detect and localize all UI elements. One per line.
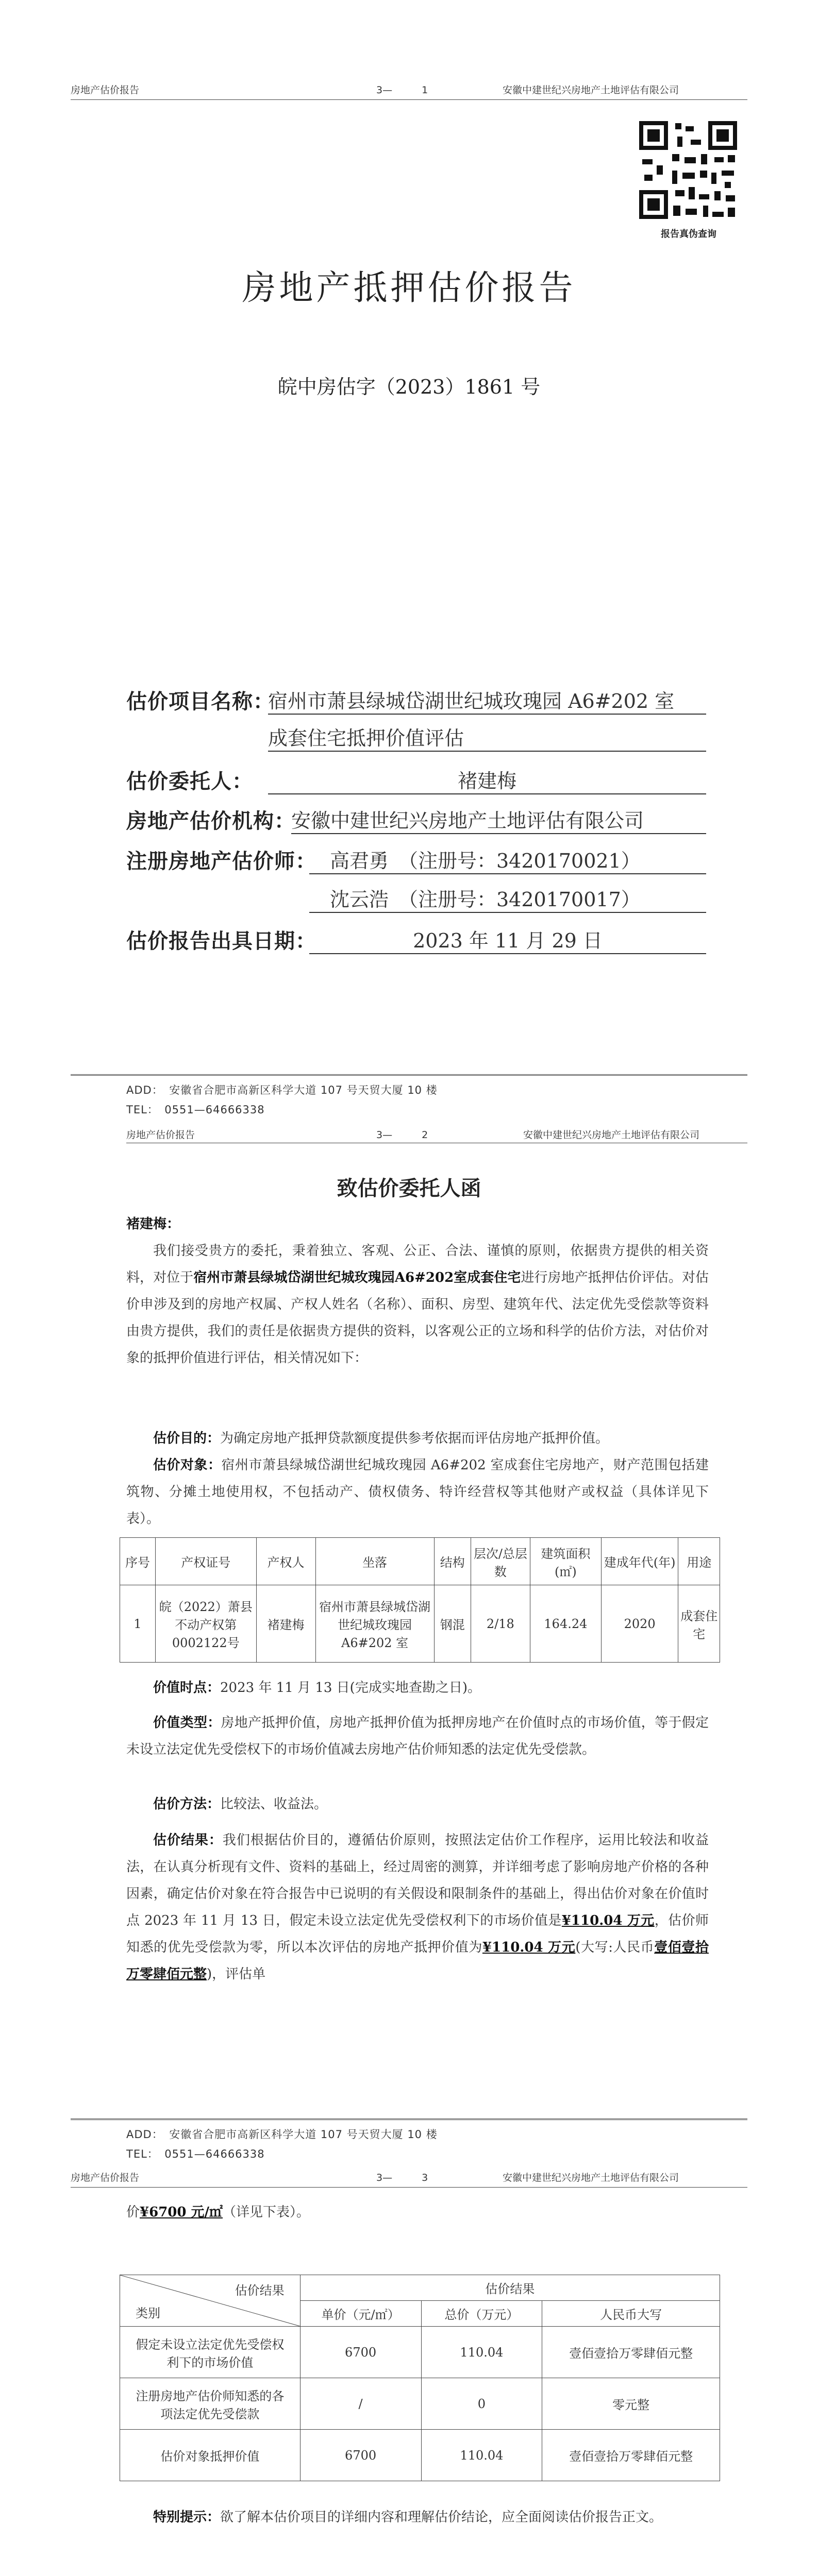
footer-address: ADD： 安徽省合肥市高新区科学大道 107 号天贸大厦 10 楼 bbox=[126, 1084, 438, 1096]
valuation-result-table bbox=[120, 2275, 720, 2481]
letter-title: 致估价委托人函 bbox=[337, 1176, 481, 1200]
table-cell: 2020 bbox=[601, 1585, 678, 1663]
property-table bbox=[120, 1537, 720, 1663]
result-paragraph: 估价结果：我们根据估价目的，遵循估价原则，按照法定估价工作程序，运用比较法和收益法，在认真分析现有文件、资料的基础上，经过周密的测算，并详细考虑了影响房地产价格的各种因素，确定估价对象在符合报告中已说明的有关假设和限制条件的基础上，得出估价对象在价值时点 2023 年 11 月 13 日，假定未设立法定优先受偿权利下的市场价值是¥110.04 万元，估价师知悉的优先受偿款为零，所以本次评估的房地产抵押价值为¥110.04 万元(大写:人民币壹佰壹拾万零肆佰元整)，评估单 bbox=[126, 1833, 709, 1982]
table-cell: 110.04 bbox=[421, 2327, 542, 2378]
client-value: 褚建梅 bbox=[457, 770, 516, 792]
client-label: 估价委托人： bbox=[126, 769, 253, 793]
footer-rule bbox=[71, 2119, 747, 2120]
table-header-cell: 建成年代(年) bbox=[601, 1538, 678, 1585]
corner-label-bottom: 类别 bbox=[136, 2306, 160, 2320]
table-cell: 164.24 bbox=[530, 1585, 601, 1663]
table-header-row bbox=[120, 1538, 720, 1585]
table-cell: / bbox=[300, 2378, 421, 2430]
table-header-cell: 坐落 bbox=[315, 1538, 434, 1585]
page-header-right: 安徽中建世纪兴房地产土地评估有限公司 bbox=[503, 2172, 679, 2183]
table-cell: 假定未设立法定优先受偿权利下的市场价值 bbox=[120, 2327, 301, 2378]
table-cell: 110.04 bbox=[421, 2430, 542, 2481]
special-notice-paragraph: 特别提示：欲了解本估价项目的详细内容和理解估价结论，应全面阅读估价报告正文。 bbox=[153, 2510, 663, 2525]
letter-greeting: 褚建梅： bbox=[126, 1216, 180, 1232]
appraiser-2: 沈云浩 （注册号：3420170017） bbox=[330, 888, 641, 911]
qr-code-icon[interactable] bbox=[639, 121, 737, 219]
appraiser-label: 注册房地产估价师： bbox=[126, 849, 316, 873]
table-cell: 估价对象抵押价值 bbox=[120, 2430, 301, 2481]
table-cell: 壹佰壹拾万零肆佰元整 bbox=[542, 2430, 720, 2481]
table-row bbox=[120, 1585, 720, 1663]
value-date-paragraph: 价值时点：2023 年 11 月 13 日(完成实地查勘之日)。 bbox=[153, 1680, 481, 1696]
appraisal-org-label: 房地产估价机构： bbox=[126, 809, 295, 833]
table-cell: 褚建梅 bbox=[256, 1585, 315, 1663]
page-header-number: 3— 3 bbox=[376, 2172, 428, 2183]
table-header-cell: 总价（万元） bbox=[421, 2301, 542, 2327]
table-cell: 皖（2022）萧县不动产权第0002122号 bbox=[156, 1585, 257, 1663]
table-header-cell: 产权证号 bbox=[156, 1538, 257, 1585]
table-cell: 成套住宅 bbox=[678, 1585, 720, 1663]
letter-intro-paragraph: 我们接受贵方的委托，秉着独立、客观、公正、合法、谨慎的原则，依据贵方提供的相关资料，对位于宿州市萧县绿城岱湖世纪城玫瑰园A6#202室成套住宅进行房地产抵押估价评估。对估价申涉及到的房地产权属、产权人姓名（名称）、面积、房型、建筑年代、法定优先受偿款等资料由贵方提供，我们的责任是依据贵方提供的资料，以客观公正的立场和科学的估价方法，对估价对象的抵押价值进行评估，相关情况如下： bbox=[126, 1243, 709, 1366]
purpose-paragraph: 估价目的：为确定房地产抵押贷款额度提供参考依据而评估房地产抵押价值。 bbox=[153, 1431, 609, 1446]
table-cell: 2/18 bbox=[471, 1585, 530, 1663]
object-paragraph: 估价对象：宿州市萧县绿城岱湖世纪城玫瑰园 A6#202 室成套住宅房地产，财产范围包括建筑物、分摊土地使用权，不包括动产、债权债务、特许经营权等其他财产或权益（具体详见下表）。 bbox=[126, 1458, 709, 1527]
table-cell: 注册房地产估价师知悉的各项法定优先受偿款 bbox=[120, 2378, 301, 2430]
page-header-right: 安徽中建世纪兴房地产土地评估有限公司 bbox=[523, 1129, 700, 1141]
table-header-cell: 人民币大写 bbox=[542, 2301, 720, 2327]
unit-price-line: 价¥6700 元/㎡（详见下表）。 bbox=[126, 2205, 310, 2220]
table-group-header: 估价结果 bbox=[300, 2275, 720, 2301]
table-cell: 壹佰壹拾万零肆佰元整 bbox=[542, 2327, 720, 2378]
footer-address: ADD： 安徽省合肥市高新区科学大道 107 号天贸大厦 10 楼 bbox=[126, 2128, 438, 2141]
footer-phone: TEL： 0551—64666338 bbox=[126, 1104, 265, 1116]
report-date-value: 2023 年 11 月 29 日 bbox=[413, 929, 603, 952]
table-row bbox=[120, 2430, 720, 2481]
header-rule bbox=[71, 99, 747, 100]
table-corner-cell bbox=[120, 2275, 301, 2327]
table-cell: 1 bbox=[120, 1585, 156, 1663]
footer-rule bbox=[71, 1074, 747, 1076]
footer-phone: TEL： 0551—64666338 bbox=[126, 2148, 265, 2160]
page-header-left: 房地产估价报告 bbox=[71, 84, 140, 96]
table-header-cell: 单价（元/㎡） bbox=[300, 2301, 421, 2327]
page-header-right: 安徽中建世纪兴房地产土地评估有限公司 bbox=[503, 84, 679, 96]
table-header-cell: 产权人 bbox=[256, 1538, 315, 1585]
project-name-label: 估价项目名称： bbox=[126, 689, 274, 714]
table-row bbox=[120, 2378, 720, 2430]
table-header-cell: 层次/总层数 bbox=[471, 1538, 530, 1585]
report-date-label: 估价报告出具日期： bbox=[126, 929, 316, 953]
table-cell: 6700 bbox=[300, 2327, 421, 2378]
table-header-cell: 用途 bbox=[678, 1538, 720, 1585]
table-cell: 宿州市萧县绿城岱湖世纪城玫瑰园 A6#202 室 bbox=[315, 1585, 434, 1663]
value-type-paragraph: 价值类型：房地产抵押价值，房地产抵押价值为抵押房地产在价值时点的市场价值，等于假定未设立法定优先受偿权下的市场价值减去房地产估价师知悉的法定优先受偿款。 bbox=[126, 1715, 709, 1757]
table-cell: 6700 bbox=[300, 2430, 421, 2481]
qr-caption: 报告真伪查询 bbox=[661, 229, 716, 240]
project-name-value-line1: 宿州市萧县绿城岱湖世纪城玫瑰园 A6#202 室 bbox=[268, 690, 675, 713]
page-header-left: 房地产估价报告 bbox=[71, 2172, 140, 2183]
method-paragraph: 估价方法：比较法、收益法。 bbox=[153, 1797, 328, 1812]
page-header-number: 3— 1 bbox=[376, 84, 428, 96]
appraisal-org-value: 安徽中建世纪兴房地产土地评估有限公司 bbox=[291, 809, 644, 832]
appraiser-1: 高君勇 （注册号：3420170021） bbox=[330, 850, 641, 872]
document-number: 皖中房估字（2023）1861 号 bbox=[277, 376, 541, 398]
table-header-cell: 建筑面积(㎡) bbox=[530, 1538, 601, 1585]
report-title: 房地产抵押估价报告 bbox=[242, 268, 576, 308]
table-header-row bbox=[120, 2275, 720, 2301]
table-cell: 零元整 bbox=[542, 2378, 720, 2430]
corner-label-top: 估价结果 bbox=[235, 2283, 285, 2298]
table-cell: 0 bbox=[421, 2378, 542, 2430]
header-rule bbox=[71, 2187, 747, 2188]
table-header-cell: 序号 bbox=[120, 1538, 156, 1585]
project-name-value-line2: 成套住宅抵押价值评估 bbox=[268, 727, 464, 750]
table-cell: 钢混 bbox=[434, 1585, 471, 1663]
page-header-left: 房地产估价报告 bbox=[126, 1129, 195, 1141]
table-row bbox=[120, 2327, 720, 2378]
table-header-cell: 结构 bbox=[434, 1538, 471, 1585]
page-header-number: 3— 2 bbox=[376, 1129, 428, 1141]
